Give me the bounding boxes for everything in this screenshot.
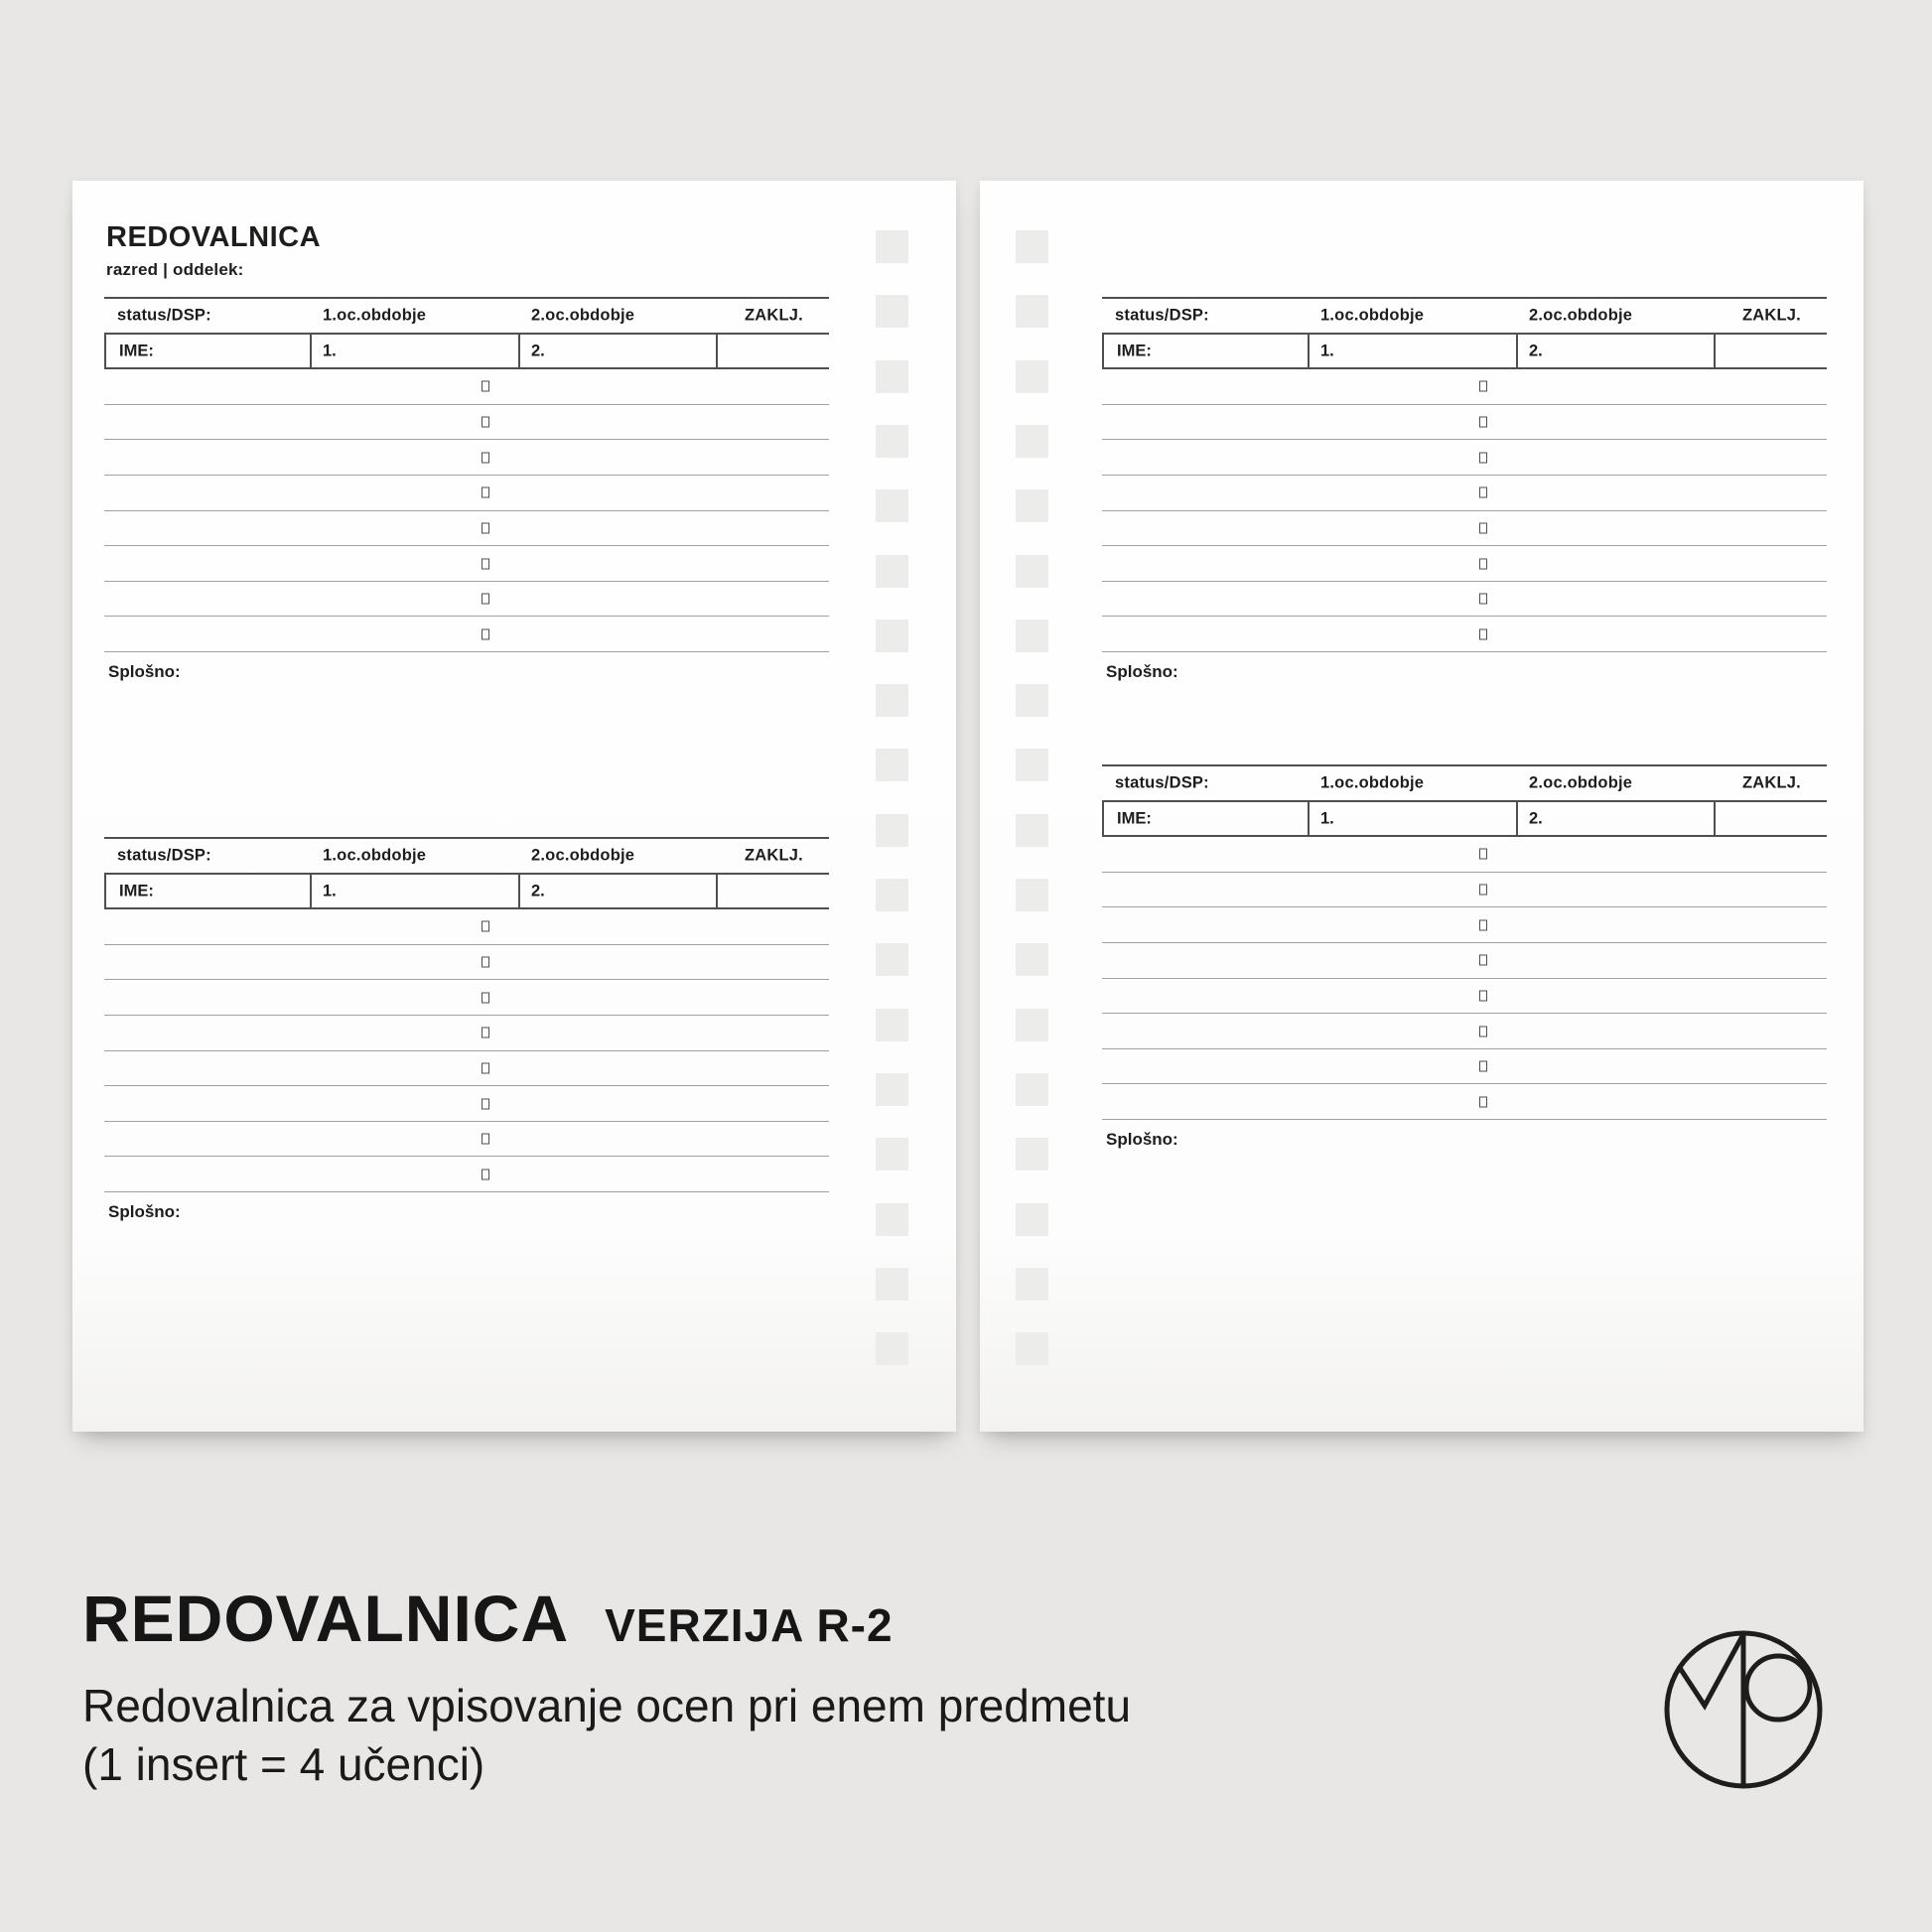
checkbox-icon — [482, 628, 489, 639]
grade-entry-row — [1102, 582, 1827, 618]
column-header-period2: 2.oc.obdobje — [531, 306, 635, 325]
grade-entry-row — [104, 945, 829, 981]
binder-hole — [876, 295, 908, 328]
class-section-label: razred | oddelek: — [106, 260, 244, 279]
grade-rows — [1102, 369, 1827, 652]
checkbox-icon — [1479, 884, 1487, 895]
planner-page-left — [72, 181, 956, 1432]
column-header-period1: 1.oc.obdobje — [1320, 306, 1425, 325]
checkbox-icon — [1479, 628, 1487, 639]
binder-hole — [876, 360, 908, 393]
general-note-label: Splošno: — [1106, 662, 1178, 682]
binder-hole — [876, 814, 908, 847]
grade-entry-row — [104, 1016, 829, 1051]
grade-entry-row — [1102, 1049, 1827, 1085]
binder-hole — [876, 620, 908, 652]
checkbox-icon — [1479, 1026, 1487, 1036]
grade-entry-row — [1102, 617, 1827, 652]
period2-cell-label: 2. — [531, 342, 545, 359]
general-note-label: Splošno: — [108, 1202, 181, 1222]
checkbox-icon — [1479, 416, 1487, 427]
binder-hole-column — [876, 181, 908, 1432]
checkbox-icon — [482, 416, 489, 427]
column-header-period1: 1.oc.obdobje — [1320, 773, 1425, 792]
product-title: REDOVALNICA — [82, 1582, 570, 1655]
binder-hole — [1016, 1138, 1048, 1171]
checkbox-icon — [1479, 990, 1487, 1001]
grade-table-slot-1 — [104, 297, 829, 682]
column-header-final: ZAKLJ. — [745, 846, 803, 865]
column-divider — [310, 875, 312, 907]
checkbox-icon — [482, 594, 489, 605]
checkbox-icon — [482, 956, 489, 967]
grade-entry-row — [104, 617, 829, 652]
binder-hole — [876, 1203, 908, 1236]
column-header-period2: 2.oc.obdobje — [531, 846, 635, 865]
binder-hole — [876, 555, 908, 588]
name-row — [104, 875, 829, 909]
name-row — [104, 335, 829, 369]
table-header-row — [104, 837, 829, 875]
column-header-period1: 1.oc.obdobje — [323, 846, 427, 865]
grade-entry-row — [1102, 907, 1827, 943]
checkbox-icon — [1479, 452, 1487, 463]
grade-entry-row — [104, 440, 829, 476]
grade-entry-row — [1102, 837, 1827, 873]
table-header-row — [1102, 297, 1827, 335]
checkbox-icon — [482, 921, 489, 932]
checkbox-icon — [1479, 487, 1487, 498]
binder-hole — [1016, 489, 1048, 522]
column-header-status: status/DSP: — [1115, 773, 1209, 792]
checkbox-icon — [1479, 849, 1487, 860]
binder-hole — [876, 943, 908, 976]
column-divider — [716, 335, 718, 367]
checkbox-icon — [482, 487, 489, 498]
product-description-line2: (1 insert = 4 učenci) — [82, 1738, 485, 1790]
checkbox-icon — [482, 1028, 489, 1038]
checkbox-icon — [482, 1134, 489, 1145]
binder-hole — [1016, 1009, 1048, 1041]
general-note-label: Splošno: — [108, 662, 181, 682]
binder-hole — [1016, 749, 1048, 781]
column-header-period2: 2.oc.obdobje — [1529, 306, 1633, 325]
checkbox-icon — [482, 452, 489, 463]
binder-hole — [876, 230, 908, 263]
checkbox-icon — [1479, 381, 1487, 392]
binder-hole — [1016, 879, 1048, 911]
binder-hole — [1016, 943, 1048, 976]
binder-hole — [876, 749, 908, 781]
grade-table — [104, 837, 829, 1222]
grade-entry-row — [104, 909, 829, 945]
grade-entry-row — [1102, 369, 1827, 405]
period1-cell-label: 1. — [1320, 809, 1334, 827]
grade-entry-row — [104, 546, 829, 582]
grade-entry-row — [104, 1086, 829, 1122]
column-header-final: ZAKLJ. — [1742, 306, 1801, 325]
column-divider — [518, 335, 520, 367]
product-caption — [82, 1582, 894, 1655]
grade-table-slot-3 — [1102, 297, 1827, 682]
grade-entry-row — [1102, 979, 1827, 1015]
mp-monogram-circle-icon — [1658, 1624, 1829, 1795]
grade-entry-row — [104, 476, 829, 511]
binder-hole — [876, 1073, 908, 1106]
column-divider — [716, 875, 718, 907]
grade-entry-row — [1102, 511, 1827, 547]
name-label: IME: — [1117, 809, 1152, 827]
column-divider — [1714, 802, 1716, 835]
period1-cell-label: 1. — [1320, 342, 1334, 359]
binder-hole — [876, 425, 908, 458]
binder-hole — [1016, 1268, 1048, 1301]
name-row — [1102, 802, 1827, 837]
checkbox-icon — [482, 992, 489, 1003]
grade-entry-row — [1102, 440, 1827, 476]
binder-hole — [1016, 360, 1048, 393]
grade-entry-row — [104, 369, 829, 405]
grade-entry-row — [1102, 943, 1827, 979]
period2-cell-label: 2. — [531, 882, 545, 899]
column-header-final: ZAKLJ. — [745, 306, 803, 325]
column-header-status: status/DSP: — [117, 306, 211, 325]
binder-hole — [1016, 425, 1048, 458]
grade-entry-row — [1102, 546, 1827, 582]
checkbox-icon — [482, 558, 489, 569]
column-header-period2: 2.oc.obdobje — [1529, 773, 1633, 792]
grade-rows — [1102, 837, 1827, 1120]
binder-hole — [1016, 1332, 1048, 1365]
checkbox-icon — [482, 1062, 489, 1073]
binder-hole — [1016, 1203, 1048, 1236]
period2-cell-label: 2. — [1529, 809, 1543, 827]
binder-hole — [1016, 555, 1048, 588]
column-divider — [1714, 335, 1716, 367]
checkbox-icon — [482, 1098, 489, 1109]
binder-hole — [1016, 620, 1048, 652]
column-divider — [1516, 335, 1518, 367]
grade-entry-row — [1102, 1084, 1827, 1120]
binder-hole — [876, 1009, 908, 1041]
column-header-final: ZAKLJ. — [1742, 773, 1801, 792]
grade-entry-row — [1102, 1014, 1827, 1049]
grade-table — [1102, 764, 1827, 1150]
checkbox-icon — [482, 381, 489, 392]
checkbox-icon — [1479, 522, 1487, 533]
binder-hole — [1016, 1073, 1048, 1106]
column-divider — [1308, 335, 1310, 367]
checkbox-icon — [1479, 1061, 1487, 1072]
binder-hole — [876, 1138, 908, 1171]
grade-rows — [104, 909, 829, 1192]
grade-entry-row — [104, 582, 829, 618]
grade-entry-row — [1102, 405, 1827, 441]
grade-entry-row — [104, 1051, 829, 1087]
binder-hole — [876, 879, 908, 911]
column-header-status: status/DSP: — [117, 846, 211, 865]
column-divider — [310, 335, 312, 367]
grade-entry-row — [104, 405, 829, 441]
checkbox-icon — [1479, 1096, 1487, 1107]
grade-table — [104, 297, 829, 682]
product-description-line1: Redovalnica za vpisovanje ocen pri enem predmetu — [82, 1680, 1132, 1731]
binder-hole-column — [1016, 181, 1048, 1432]
column-header-period1: 1.oc.obdobje — [323, 306, 427, 325]
binder-hole — [876, 1332, 908, 1365]
table-header-row — [104, 297, 829, 335]
binder-hole — [876, 684, 908, 717]
grade-entry-row — [104, 511, 829, 547]
period1-cell-label: 1. — [323, 342, 337, 359]
period2-cell-label: 2. — [1529, 342, 1543, 359]
checkbox-icon — [482, 1169, 489, 1179]
product-description — [82, 1677, 1131, 1794]
name-label: IME: — [119, 882, 154, 899]
page-title: REDOVALNICA — [106, 221, 322, 253]
checkbox-icon — [482, 522, 489, 533]
name-label: IME: — [119, 342, 154, 359]
checkbox-icon — [1479, 558, 1487, 569]
column-header-status: status/DSP: — [1115, 306, 1209, 325]
grade-table-slot-2 — [104, 837, 829, 1222]
table-header-row — [1102, 764, 1827, 802]
binder-hole — [1016, 684, 1048, 717]
column-divider — [1308, 802, 1310, 835]
grade-entry-row — [1102, 476, 1827, 511]
name-row — [1102, 335, 1827, 369]
binder-hole — [1016, 814, 1048, 847]
grade-table-slot-4 — [1102, 764, 1827, 1150]
grade-entry-row — [104, 1122, 829, 1158]
column-divider — [1516, 802, 1518, 835]
period1-cell-label: 1. — [323, 882, 337, 899]
planner-page-right — [980, 181, 1863, 1432]
grade-rows — [104, 369, 829, 652]
grade-entry-row — [104, 980, 829, 1016]
grade-entry-row — [1102, 873, 1827, 908]
general-note-label: Splošno: — [1106, 1130, 1178, 1150]
product-version: VERZIJA R-2 — [605, 1599, 894, 1651]
checkbox-icon — [1479, 955, 1487, 966]
name-label: IME: — [1117, 342, 1152, 359]
grade-table — [1102, 297, 1827, 682]
checkbox-icon — [1479, 594, 1487, 605]
binder-hole — [1016, 230, 1048, 263]
checkbox-icon — [1479, 919, 1487, 930]
grade-entry-row — [104, 1157, 829, 1192]
binder-hole — [1016, 295, 1048, 328]
column-divider — [518, 875, 520, 907]
binder-hole — [876, 1268, 908, 1301]
binder-hole — [876, 489, 908, 522]
